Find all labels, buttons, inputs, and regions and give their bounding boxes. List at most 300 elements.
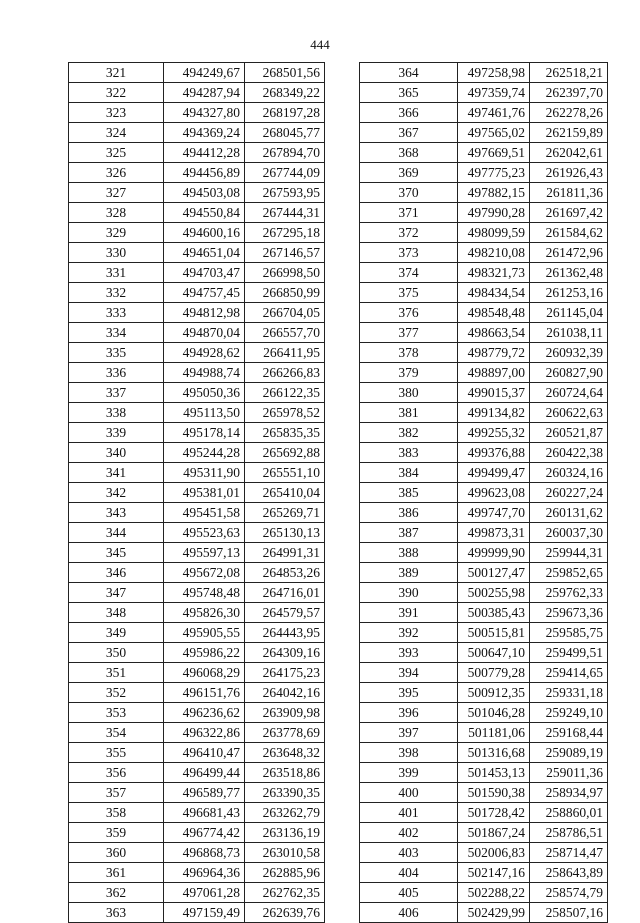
coordinate-y: 259762,33 [530,583,608,603]
coordinate-y: 264443,95 [245,623,325,643]
table-row [69,683,325,703]
coordinate-x: 496964,36 [164,863,245,883]
coordinate-x: 495311,90 [164,463,245,483]
coordinate-y: 262885,96 [245,863,325,883]
coordinate-y: 258574,79 [530,883,608,903]
table-row [69,603,325,623]
table-row [69,363,325,383]
coordinate-x: 494412,28 [164,143,245,163]
coordinate-x: 497461,76 [458,103,530,123]
coordinate-x: 501181,06 [458,723,530,743]
table-row [360,263,608,283]
coordinate-x: 494287,94 [164,83,245,103]
point-number: 382 [360,423,458,443]
point-number: 368 [360,143,458,163]
coordinate-x: 499499,47 [458,463,530,483]
coordinate-y: 258643,89 [530,863,608,883]
table-row [360,643,608,663]
coordinate-y: 266850,99 [245,283,325,303]
table-row [69,643,325,663]
coordinate-x: 494870,04 [164,323,245,343]
coordinate-y: 267295,18 [245,223,325,243]
coordinate-y: 260324,16 [530,463,608,483]
table-row [69,763,325,783]
coordinate-x: 499623,08 [458,483,530,503]
table-row [360,463,608,483]
coordinate-x: 496499,44 [164,763,245,783]
point-number: 356 [69,763,164,783]
point-number: 396 [360,703,458,723]
coordinate-x: 502006,83 [458,843,530,863]
coordinate-x: 495244,28 [164,443,245,463]
point-number: 388 [360,543,458,563]
table-row [360,83,608,103]
table-row [69,283,325,303]
coordinate-y: 259089,19 [530,743,608,763]
table-row [360,103,608,123]
point-number: 326 [69,163,164,183]
table-row [69,123,325,143]
coordinate-y: 264716,01 [245,583,325,603]
table-row [69,843,325,863]
coordinate-x: 499873,31 [458,523,530,543]
point-number: 394 [360,663,458,683]
table-row [69,863,325,883]
table-row [360,183,608,203]
coordinate-y: 258786,51 [530,823,608,843]
table-row [360,663,608,683]
table-row [360,523,608,543]
point-number: 384 [360,463,458,483]
coordinate-y: 260932,39 [530,343,608,363]
table-row [360,443,608,463]
point-number: 390 [360,583,458,603]
point-number: 364 [360,63,458,83]
coordinate-x: 498321,73 [458,263,530,283]
coordinate-x: 498897,00 [458,363,530,383]
coordinate-y: 267593,95 [245,183,325,203]
coordinate-y: 268349,22 [245,83,325,103]
coordinate-x: 501867,24 [458,823,530,843]
table-row [360,163,608,183]
point-number: 355 [69,743,164,763]
table-row [360,223,608,243]
coordinate-y: 264175,23 [245,663,325,683]
point-number: 335 [69,343,164,363]
coordinate-y: 262159,89 [530,123,608,143]
coordinate-y: 267146,57 [245,243,325,263]
table-row [69,803,325,823]
point-number: 330 [69,243,164,263]
coordinate-x: 497775,23 [458,163,530,183]
coordinate-x: 494757,45 [164,283,245,303]
point-number: 370 [360,183,458,203]
table-row [69,423,325,443]
coordinate-y: 267744,09 [245,163,325,183]
coordinate-x: 494812,98 [164,303,245,323]
table-row [360,363,608,383]
point-number: 389 [360,563,458,583]
coordinates-table-right [359,62,608,923]
coordinate-x: 502147,16 [458,863,530,883]
point-number: 361 [69,863,164,883]
table-row [360,143,608,163]
table-row [360,903,608,923]
point-number: 365 [360,83,458,103]
point-number: 391 [360,603,458,623]
coordinate-y: 261926,43 [530,163,608,183]
coordinate-y: 261038,11 [530,323,608,343]
coordinate-x: 502429,99 [458,903,530,923]
table-row [360,603,608,623]
point-number: 398 [360,743,458,763]
table-row [360,723,608,743]
point-number: 331 [69,263,164,283]
table-row [360,623,608,643]
coordinate-y: 263262,79 [245,803,325,823]
coordinate-x: 501453,13 [458,763,530,783]
coordinate-y: 258714,47 [530,843,608,863]
point-number: 322 [69,83,164,103]
coordinate-x: 496322,86 [164,723,245,743]
coordinate-x: 496589,77 [164,783,245,803]
coordinate-y: 258860,01 [530,803,608,823]
table-row [69,443,325,463]
table-row [360,203,608,223]
table-row [360,563,608,583]
coordinate-x: 500385,43 [458,603,530,623]
coordinate-x: 497258,98 [458,63,530,83]
coordinate-y: 259414,65 [530,663,608,683]
point-number: 340 [69,443,164,463]
coordinate-x: 499255,32 [458,423,530,443]
point-number: 348 [69,603,164,623]
coordinate-x: 500127,47 [458,563,530,583]
coordinate-x: 499376,88 [458,443,530,463]
coordinate-x: 497882,15 [458,183,530,203]
point-number: 344 [69,523,164,543]
coordinate-y: 261697,42 [530,203,608,223]
coordinate-x: 495381,01 [164,483,245,503]
coordinate-y: 266704,05 [245,303,325,323]
coordinate-x: 498548,48 [458,303,530,323]
coordinate-y: 260827,90 [530,363,608,383]
page-number: 444 [310,37,330,52]
table-row [360,343,608,363]
coordinate-y: 265410,04 [245,483,325,503]
table-row [69,703,325,723]
point-number: 323 [69,103,164,123]
table-row [360,303,608,323]
point-number: 385 [360,483,458,503]
table-row [69,723,325,743]
point-number: 402 [360,823,458,843]
point-number: 376 [360,303,458,323]
coordinate-x: 494327,80 [164,103,245,123]
table-row [69,343,325,363]
coordinate-y: 266411,95 [245,343,325,363]
coordinate-x: 497990,28 [458,203,530,223]
table-row [360,323,608,343]
coordinate-x: 498779,72 [458,343,530,363]
coordinate-y: 266122,35 [245,383,325,403]
coordinate-y: 268045,77 [245,123,325,143]
coordinate-y: 258507,16 [530,903,608,923]
coordinate-y: 260227,24 [530,483,608,503]
coordinate-x: 494651,04 [164,243,245,263]
point-number: 383 [360,443,458,463]
point-number: 377 [360,323,458,343]
coordinate-y: 264853,26 [245,563,325,583]
coordinate-x: 496681,43 [164,803,245,823]
table-row [69,403,325,423]
coordinate-x: 500515,81 [458,623,530,643]
point-number: 387 [360,523,458,543]
table-row [360,283,608,303]
table-row [360,503,608,523]
coordinate-x: 496410,47 [164,743,245,763]
table-row [360,483,608,503]
point-number: 327 [69,183,164,203]
coordinate-x: 500255,98 [458,583,530,603]
coordinate-y: 259944,31 [530,543,608,563]
coordinate-y: 263778,69 [245,723,325,743]
coordinate-y: 265130,13 [245,523,325,543]
coordinate-x: 499134,82 [458,403,530,423]
coordinate-y: 259168,44 [530,723,608,743]
point-number: 369 [360,163,458,183]
coordinate-y: 263136,19 [245,823,325,843]
point-number: 380 [360,383,458,403]
table-row [69,63,325,83]
coordinate-y: 259852,65 [530,563,608,583]
coordinate-y: 264579,57 [245,603,325,623]
coordinate-x: 501590,38 [458,783,530,803]
coordinate-y: 258934,97 [530,783,608,803]
table-row [69,563,325,583]
coordinate-x: 499747,70 [458,503,530,523]
point-number: 386 [360,503,458,523]
coordinate-y: 261145,04 [530,303,608,323]
coordinate-x: 495905,55 [164,623,245,643]
table-row [360,783,608,803]
coordinate-y: 267444,31 [245,203,325,223]
point-number: 362 [69,883,164,903]
coordinate-x: 498434,54 [458,283,530,303]
coordinate-x: 497359,74 [458,83,530,103]
point-number: 343 [69,503,164,523]
point-number: 336 [69,363,164,383]
point-number: 342 [69,483,164,503]
coordinate-x: 494503,08 [164,183,245,203]
coordinate-y: 265551,10 [245,463,325,483]
coordinate-x: 494249,67 [164,63,245,83]
coordinate-x: 494703,47 [164,263,245,283]
table-row [69,623,325,643]
coordinate-y: 259331,18 [530,683,608,703]
coordinate-x: 495748,48 [164,583,245,603]
point-number: 354 [69,723,164,743]
coordinate-x: 500779,28 [458,663,530,683]
point-number: 351 [69,663,164,683]
point-number: 321 [69,63,164,83]
coordinate-y: 260037,30 [530,523,608,543]
table-row [360,423,608,443]
table-row [69,583,325,603]
point-number: 325 [69,143,164,163]
coordinate-y: 263390,35 [245,783,325,803]
table-row [360,63,608,83]
table-row [69,383,325,403]
point-number: 324 [69,123,164,143]
point-number: 353 [69,703,164,723]
coordinate-y: 263010,58 [245,843,325,863]
point-number: 373 [360,243,458,263]
point-number: 334 [69,323,164,343]
coordinate-x: 498663,54 [458,323,530,343]
coordinate-y: 264991,31 [245,543,325,563]
coordinate-x: 495826,30 [164,603,245,623]
coordinate-x: 498210,08 [458,243,530,263]
point-number: 379 [360,363,458,383]
coordinate-y: 263909,98 [245,703,325,723]
coordinate-x: 494369,24 [164,123,245,143]
table-row [360,823,608,843]
point-number: 399 [360,763,458,783]
coordinate-x: 496868,73 [164,843,245,863]
table-row [360,883,608,903]
coordinate-x: 502288,22 [458,883,530,903]
point-number: 341 [69,463,164,483]
point-number: 349 [69,623,164,643]
coordinate-x: 498099,59 [458,223,530,243]
table-row [69,243,325,263]
table-row [360,683,608,703]
point-number: 357 [69,783,164,803]
point-number: 358 [69,803,164,823]
coordinate-x: 495451,58 [164,503,245,523]
point-number: 352 [69,683,164,703]
point-number: 406 [360,903,458,923]
table-row [69,263,325,283]
table-row [69,223,325,243]
table-row [360,843,608,863]
coordinates-table-left [68,62,325,923]
coordinate-x: 500912,35 [458,683,530,703]
table-row [69,783,325,803]
table-row [360,123,608,143]
table-row [360,383,608,403]
coordinate-x: 494550,84 [164,203,245,223]
table-row [360,763,608,783]
point-number: 400 [360,783,458,803]
coordinate-x: 501728,42 [458,803,530,823]
point-number: 339 [69,423,164,443]
point-number: 405 [360,883,458,903]
point-number: 367 [360,123,458,143]
coordinate-y: 260422,38 [530,443,608,463]
point-number: 346 [69,563,164,583]
point-number: 359 [69,823,164,843]
coordinate-y: 266557,70 [245,323,325,343]
point-number: 404 [360,863,458,883]
point-number: 329 [69,223,164,243]
coordinate-x: 496151,76 [164,683,245,703]
coordinate-y: 268197,28 [245,103,325,123]
table-row [69,823,325,843]
coordinate-x: 494456,89 [164,163,245,183]
table-row [69,543,325,563]
coordinate-y: 259011,36 [530,763,608,783]
coordinate-x: 501046,28 [458,703,530,723]
coordinate-y: 268501,56 [245,63,325,83]
coordinate-x: 497565,02 [458,123,530,143]
coordinate-x: 494988,74 [164,363,245,383]
table-row [69,103,325,123]
point-number: 328 [69,203,164,223]
coordinate-y: 261811,36 [530,183,608,203]
table-row [69,143,325,163]
table-row [69,303,325,323]
coordinate-y: 262397,70 [530,83,608,103]
coordinate-y: 260622,63 [530,403,608,423]
coordinate-y: 259673,36 [530,603,608,623]
coordinate-y: 261584,62 [530,223,608,243]
coordinate-y: 261362,48 [530,263,608,283]
coordinate-x: 496068,29 [164,663,245,683]
point-number: 393 [360,643,458,663]
coordinate-y: 261253,16 [530,283,608,303]
coordinate-x: 495113,50 [164,403,245,423]
coordinate-x: 495672,08 [164,563,245,583]
point-number: 378 [360,343,458,363]
coordinate-y: 265835,35 [245,423,325,443]
coordinate-y: 260131,62 [530,503,608,523]
point-number: 374 [360,263,458,283]
point-number: 397 [360,723,458,743]
table-row [69,83,325,103]
coordinate-y: 265269,71 [245,503,325,523]
coordinate-x: 495050,36 [164,383,245,403]
point-number: 366 [360,103,458,123]
table-row [360,703,608,723]
coordinate-y: 261472,96 [530,243,608,263]
coordinate-y: 266266,83 [245,363,325,383]
table-row [69,463,325,483]
coordinate-y: 262042,61 [530,143,608,163]
table-row [360,863,608,883]
table-row [360,803,608,823]
coordinate-x: 495986,22 [164,643,245,663]
table-row [360,403,608,423]
table-row [69,663,325,683]
coordinate-x: 496236,62 [164,703,245,723]
point-number: 392 [360,623,458,643]
coordinate-x: 495523,63 [164,523,245,543]
table-row [69,483,325,503]
coordinate-y: 259585,75 [530,623,608,643]
table-row [360,243,608,263]
coordinate-x: 501316,68 [458,743,530,763]
coordinate-x: 495597,13 [164,543,245,563]
coordinate-y: 260521,87 [530,423,608,443]
coordinate-y: 262278,26 [530,103,608,123]
coordinate-x: 497061,28 [164,883,245,903]
coordinate-y: 266998,50 [245,263,325,283]
table-row [69,163,325,183]
coordinate-y: 260724,64 [530,383,608,403]
table-row [69,203,325,223]
